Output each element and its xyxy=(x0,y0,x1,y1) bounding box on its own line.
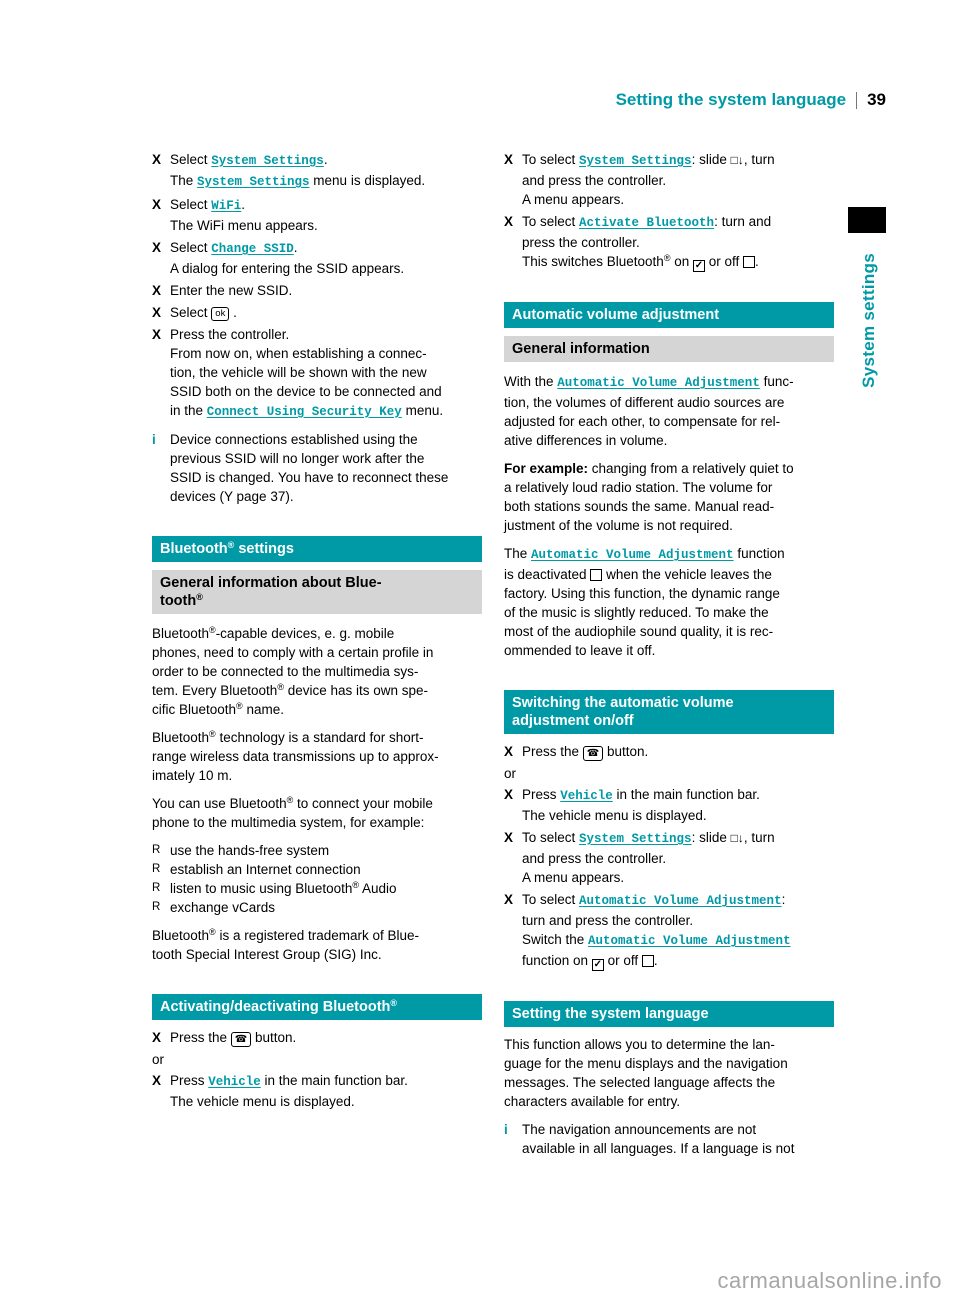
text-segment: characters available for entry. xyxy=(504,1094,681,1109)
text-segment: establish an Internet connection xyxy=(170,862,361,877)
section-header xyxy=(504,690,834,734)
instruction-step xyxy=(152,325,482,422)
text-segment: The xyxy=(504,546,532,561)
text-segment: Press the controller. xyxy=(170,327,290,342)
text-segment: Press the xyxy=(522,744,583,759)
text-segment: or off xyxy=(705,254,744,269)
step-body xyxy=(170,325,482,422)
text-segment: tooth Special Interest Group (SIG) Inc. xyxy=(152,947,382,962)
text-segment: SSID both on the device to be connected and xyxy=(170,384,442,399)
step-body xyxy=(170,281,482,300)
text-segment: and press the controller. xyxy=(522,173,667,188)
text-segment: From now on, when establishing a connec- xyxy=(170,346,427,361)
text-segment: menu. xyxy=(401,403,444,418)
or-label: or xyxy=(504,766,517,781)
paragraph xyxy=(152,728,482,785)
text-segment: ® xyxy=(236,701,243,711)
text-segment: . xyxy=(323,152,328,167)
step-arrow-icon: X xyxy=(504,152,514,167)
check-on-icon: ✓ xyxy=(593,959,602,970)
chapter-tab-label: System settings xyxy=(859,253,878,388)
text-segment: of the music is slightly reduced. To make the xyxy=(504,605,769,620)
text-segment: : xyxy=(781,892,786,907)
header-divider xyxy=(856,92,857,109)
text-segment: This switches Bluetooth xyxy=(522,254,664,269)
text-segment: turn and press the controller. xyxy=(522,913,694,928)
list-item xyxy=(152,841,482,860)
text-segment: or off xyxy=(603,953,642,968)
text-segment: ® xyxy=(209,729,216,739)
step-arrow-icon: X xyxy=(152,1073,162,1088)
text-segment: Switch the xyxy=(522,932,589,947)
instruction-step xyxy=(152,150,482,192)
check-off-icon xyxy=(590,569,602,581)
menu-item: Automatic Volume Adjustment xyxy=(588,934,791,948)
list-item xyxy=(152,879,482,898)
text-segment: This function allows you to determine the lan- xyxy=(504,1037,775,1052)
text-segment: adjusted for each other, to compensate for rel- xyxy=(504,414,781,429)
bullet-icon: R xyxy=(152,882,161,894)
text-segment: Activating/deactivating Bluetooth xyxy=(160,999,391,1015)
text-segment: , turn xyxy=(743,830,775,845)
text-segment: menu is displayed. xyxy=(309,173,426,188)
text-segment: Press xyxy=(170,1073,209,1088)
text-segment: Press the xyxy=(170,1030,231,1045)
step-body xyxy=(522,890,834,971)
text-segment: tem. Every Bluetooth xyxy=(152,683,278,698)
paragraph xyxy=(504,372,834,450)
instruction-step xyxy=(152,303,482,322)
step-arrow-icon: X xyxy=(152,305,162,320)
step-body xyxy=(522,212,834,272)
text-segment: a relatively loud radio station. The volume for xyxy=(504,480,773,495)
text-segment: You can use Bluetooth xyxy=(152,796,287,811)
menu-item: Vehicle xyxy=(560,789,613,803)
step-body xyxy=(170,1071,482,1111)
text-segment: function on xyxy=(522,953,592,968)
menu-item: System Settings xyxy=(579,832,692,846)
text-segment: ® xyxy=(277,682,284,692)
text-segment: settings xyxy=(234,541,294,557)
text-segment: Enter the new SSID. xyxy=(170,283,293,298)
text-segment: button. xyxy=(251,1030,297,1045)
text-segment: previous SSID will no longer work after the xyxy=(170,451,425,466)
info-note xyxy=(152,430,482,506)
section-header xyxy=(504,1001,834,1027)
step-arrow-icon: X xyxy=(152,152,162,167)
text-segment: ® xyxy=(196,592,203,602)
instruction-step xyxy=(504,890,834,971)
text-segment: To select xyxy=(522,830,580,845)
text-segment: available in all languages. If a language is not xyxy=(522,1141,795,1156)
step-body xyxy=(522,828,834,887)
chapter-tab-marker xyxy=(848,207,886,233)
text-segment: With the xyxy=(504,374,558,389)
text-segment: General information xyxy=(512,341,650,357)
step-body xyxy=(170,303,482,322)
paragraph xyxy=(152,624,482,719)
text-segment: The vehicle menu is displayed. xyxy=(522,808,707,823)
paragraph xyxy=(152,926,482,964)
text-segment: ® xyxy=(209,927,216,937)
menu-item: Change SSID xyxy=(211,242,294,256)
step-arrow-icon: X xyxy=(152,327,162,342)
step-arrow-icon: X xyxy=(152,283,162,298)
text-segment: ® xyxy=(227,540,235,550)
step-body xyxy=(170,150,482,192)
list-item xyxy=(152,898,482,917)
text-segment: in the xyxy=(170,403,207,418)
info-icon: i xyxy=(504,1122,508,1137)
text-segment: tion, the vehicle will be shown with the new xyxy=(170,365,427,380)
text-segment: factory. Using this function, the dynamic range xyxy=(504,586,780,601)
text-segment: order to be connected to the multimedia sys- xyxy=(152,664,419,679)
text-segment: in the main function bar. xyxy=(260,1073,408,1088)
ok-key-icon: ok xyxy=(211,307,229,321)
bullet-icon: R xyxy=(152,863,161,875)
instruction-step xyxy=(504,150,834,209)
text-segment: press the controller. xyxy=(522,235,640,250)
bullet-text xyxy=(170,860,482,879)
text-segment: changing from a relatively quiet to xyxy=(588,461,794,476)
step-body xyxy=(522,150,834,209)
text-segment: A menu appears. xyxy=(522,870,625,885)
text-segment: To select xyxy=(522,214,580,229)
check-on-icon: ✓ xyxy=(694,260,704,271)
text-segment: tion, the volumes of different audio sources are xyxy=(504,395,785,410)
running-header-title: Setting the system language xyxy=(615,90,847,109)
paragraph xyxy=(504,544,834,660)
step-arrow-icon: X xyxy=(152,1030,162,1045)
text-segment: ® xyxy=(390,998,398,1008)
text-segment: : slide xyxy=(691,152,731,167)
menu-item: System Settings xyxy=(211,154,324,168)
text-segment: A menu appears. xyxy=(522,192,625,207)
text-segment: function xyxy=(733,546,785,561)
menu-item: System Settings xyxy=(197,175,310,189)
text-segment: General information about Blue- xyxy=(160,575,382,591)
or-label: or xyxy=(152,1052,165,1067)
paragraph xyxy=(504,459,834,535)
step-arrow-icon: X xyxy=(504,892,514,907)
paragraph xyxy=(152,794,482,832)
bullet-icon: R xyxy=(152,844,161,856)
text-segment: cific Bluetooth xyxy=(152,702,237,717)
instruction-step xyxy=(152,281,482,300)
step-arrow-icon: X xyxy=(504,214,514,229)
text-segment: most of the audiophile sound quality, it is rec- xyxy=(504,624,774,639)
text-segment: , turn xyxy=(743,152,775,167)
bullet-text xyxy=(170,841,482,860)
phone-key-icon: ☎ xyxy=(583,746,603,761)
text-segment: : turn and xyxy=(714,214,772,229)
text-segment: Bluetooth xyxy=(152,626,210,641)
text-segment: Bluetooth xyxy=(152,730,210,745)
text-segment: Select xyxy=(170,197,212,212)
info-body xyxy=(522,1120,834,1158)
text-segment: name. xyxy=(242,702,284,717)
bullet-text xyxy=(170,879,482,898)
step-body xyxy=(170,238,482,278)
text-segment: to connect your mobile xyxy=(293,796,433,811)
step-arrow-icon: X xyxy=(504,744,514,759)
text-segment: is deactivated xyxy=(504,567,591,582)
menu-item: Automatic Volume Adjustment xyxy=(557,376,760,390)
instruction-step xyxy=(504,828,834,887)
content-columns xyxy=(152,150,834,1168)
text-segment: Device connections established using the xyxy=(170,432,418,447)
instruction-step xyxy=(504,212,834,272)
text-segment: . xyxy=(755,254,759,269)
text-segment: Select xyxy=(170,305,212,320)
text-segment: listen to music using Bluetooth xyxy=(170,881,353,896)
step-arrow-icon: X xyxy=(504,830,514,845)
watermark: carmanualsonline.info xyxy=(717,1268,942,1293)
right-column xyxy=(504,150,834,1168)
page-number: 39 xyxy=(867,90,886,109)
text-segment: Bluetooth xyxy=(160,541,228,557)
bullet-list xyxy=(152,841,482,917)
text-segment: Bluetooth xyxy=(152,928,210,943)
step-arrow-icon: X xyxy=(152,197,162,212)
step-body xyxy=(170,195,482,235)
phone-key-icon: ☎ xyxy=(231,1032,251,1047)
step-body xyxy=(522,742,834,761)
subsection-header xyxy=(152,570,482,614)
paragraph xyxy=(504,1035,834,1111)
text-segment: The navigation announcements are not xyxy=(522,1122,757,1137)
text-segment: on xyxy=(670,254,693,269)
instruction-step xyxy=(152,1028,482,1047)
text-segment: both stations sounds the same. Manual read- xyxy=(504,499,775,514)
instruction-step xyxy=(152,238,482,278)
text-segment: Automatic volume adjustment xyxy=(512,307,720,323)
text-segment: range wireless data transmissions up to approx- xyxy=(152,749,439,764)
step-arrow-icon: X xyxy=(152,240,162,255)
text-segment: func- xyxy=(759,374,794,389)
page-header xyxy=(616,90,886,110)
instruction-step xyxy=(504,785,834,825)
menu-item: Vehicle xyxy=(208,1075,261,1089)
bullet-icon: R xyxy=(152,901,161,913)
text-segment: Select xyxy=(170,152,212,167)
section-header xyxy=(152,994,482,1020)
text-segment: . xyxy=(293,240,298,255)
text-segment: -capable devices, e. g. mobile xyxy=(215,626,395,641)
text-segment: A dialog for entering the SSID appears. xyxy=(170,261,405,276)
menu-item: System Settings xyxy=(579,154,692,168)
info-note xyxy=(504,1120,834,1158)
text-segment: To select xyxy=(522,152,580,167)
text-segment: ommended to leave it off. xyxy=(504,643,656,658)
instruction-step xyxy=(504,742,834,761)
text-segment: Audio xyxy=(359,881,397,896)
bullet-text xyxy=(170,898,482,917)
text-segment: ® xyxy=(209,625,216,635)
section-header xyxy=(504,302,834,328)
text-segment: . xyxy=(653,953,658,968)
text-segment: To select xyxy=(522,892,580,907)
text-segment: phones, need to comply with a certain profile in xyxy=(152,645,434,660)
check-off-icon xyxy=(743,256,755,268)
text-segment: ® xyxy=(286,795,294,805)
text-segment: The vehicle menu is displayed. xyxy=(170,1094,355,1109)
subsection-header xyxy=(504,336,834,362)
text-segment: The xyxy=(170,173,198,188)
step-arrow-icon: X xyxy=(504,787,514,802)
text-segment: messages. The selected language affects the xyxy=(504,1075,776,1090)
text-segment: . xyxy=(229,305,237,320)
text-segment: device has its own spe- xyxy=(283,683,429,698)
text-segment: and press the controller. xyxy=(522,851,667,866)
slide-down-icon xyxy=(731,151,744,170)
text-segment: phone to the multimedia system, for example: xyxy=(152,815,425,830)
text-segment: technology is a standard for short- xyxy=(215,730,424,745)
instruction-step xyxy=(152,1071,482,1111)
step-body xyxy=(522,785,834,825)
text-segment: The WiFi menu appears. xyxy=(170,218,318,233)
instruction-step xyxy=(152,195,482,235)
slide-down-icon xyxy=(731,829,744,848)
step-body xyxy=(170,1028,482,1047)
text-segment: is a registered trademark of Blue- xyxy=(215,928,420,943)
text-segment: Setting the system language xyxy=(512,1006,709,1022)
check-off-icon xyxy=(642,955,654,967)
menu-item: Activate Bluetooth xyxy=(579,216,715,230)
info-icon: i xyxy=(152,432,156,447)
menu-item: Connect Using Security Key xyxy=(206,405,402,419)
text-segment: Select xyxy=(170,240,212,255)
info-body xyxy=(170,430,482,506)
text-segment: Press xyxy=(522,787,561,802)
text-segment: : slide xyxy=(691,830,731,845)
text-segment: ® xyxy=(352,880,359,890)
text-segment: Switching the automatic volume xyxy=(512,695,734,711)
text-segment: use the hands-free system xyxy=(170,843,330,858)
text-segment: adjustment on/off xyxy=(512,713,634,729)
menu-item: Automatic Volume Adjustment xyxy=(579,894,782,908)
text-segment: tooth xyxy=(160,593,197,609)
left-column xyxy=(152,150,482,1114)
text-segment: imately 10 m. xyxy=(152,768,233,783)
menu-item: Automatic Volume Adjustment xyxy=(531,548,734,562)
text-segment: button. xyxy=(603,744,649,759)
text-segment: . xyxy=(241,197,246,212)
text-segment: in the main function bar. xyxy=(612,787,760,802)
section-header xyxy=(152,536,482,562)
text-segment: SSID is changed. You have to reconnect these xyxy=(170,470,449,485)
text-segment: justment of the volume is not required. xyxy=(504,518,733,533)
list-item xyxy=(152,860,482,879)
text-segment: For example: xyxy=(504,461,589,476)
text-segment: ative differences in volume. xyxy=(504,433,668,448)
menu-item: WiFi xyxy=(211,199,242,213)
text-segment: when the vehicle leaves the xyxy=(602,567,772,582)
text-segment: devices (Y page 37). xyxy=(170,489,294,504)
text-segment: exchange vCards xyxy=(170,900,276,915)
text-segment: guage for the menu displays and the navigation xyxy=(504,1056,788,1071)
text-segment: ® xyxy=(663,253,671,263)
